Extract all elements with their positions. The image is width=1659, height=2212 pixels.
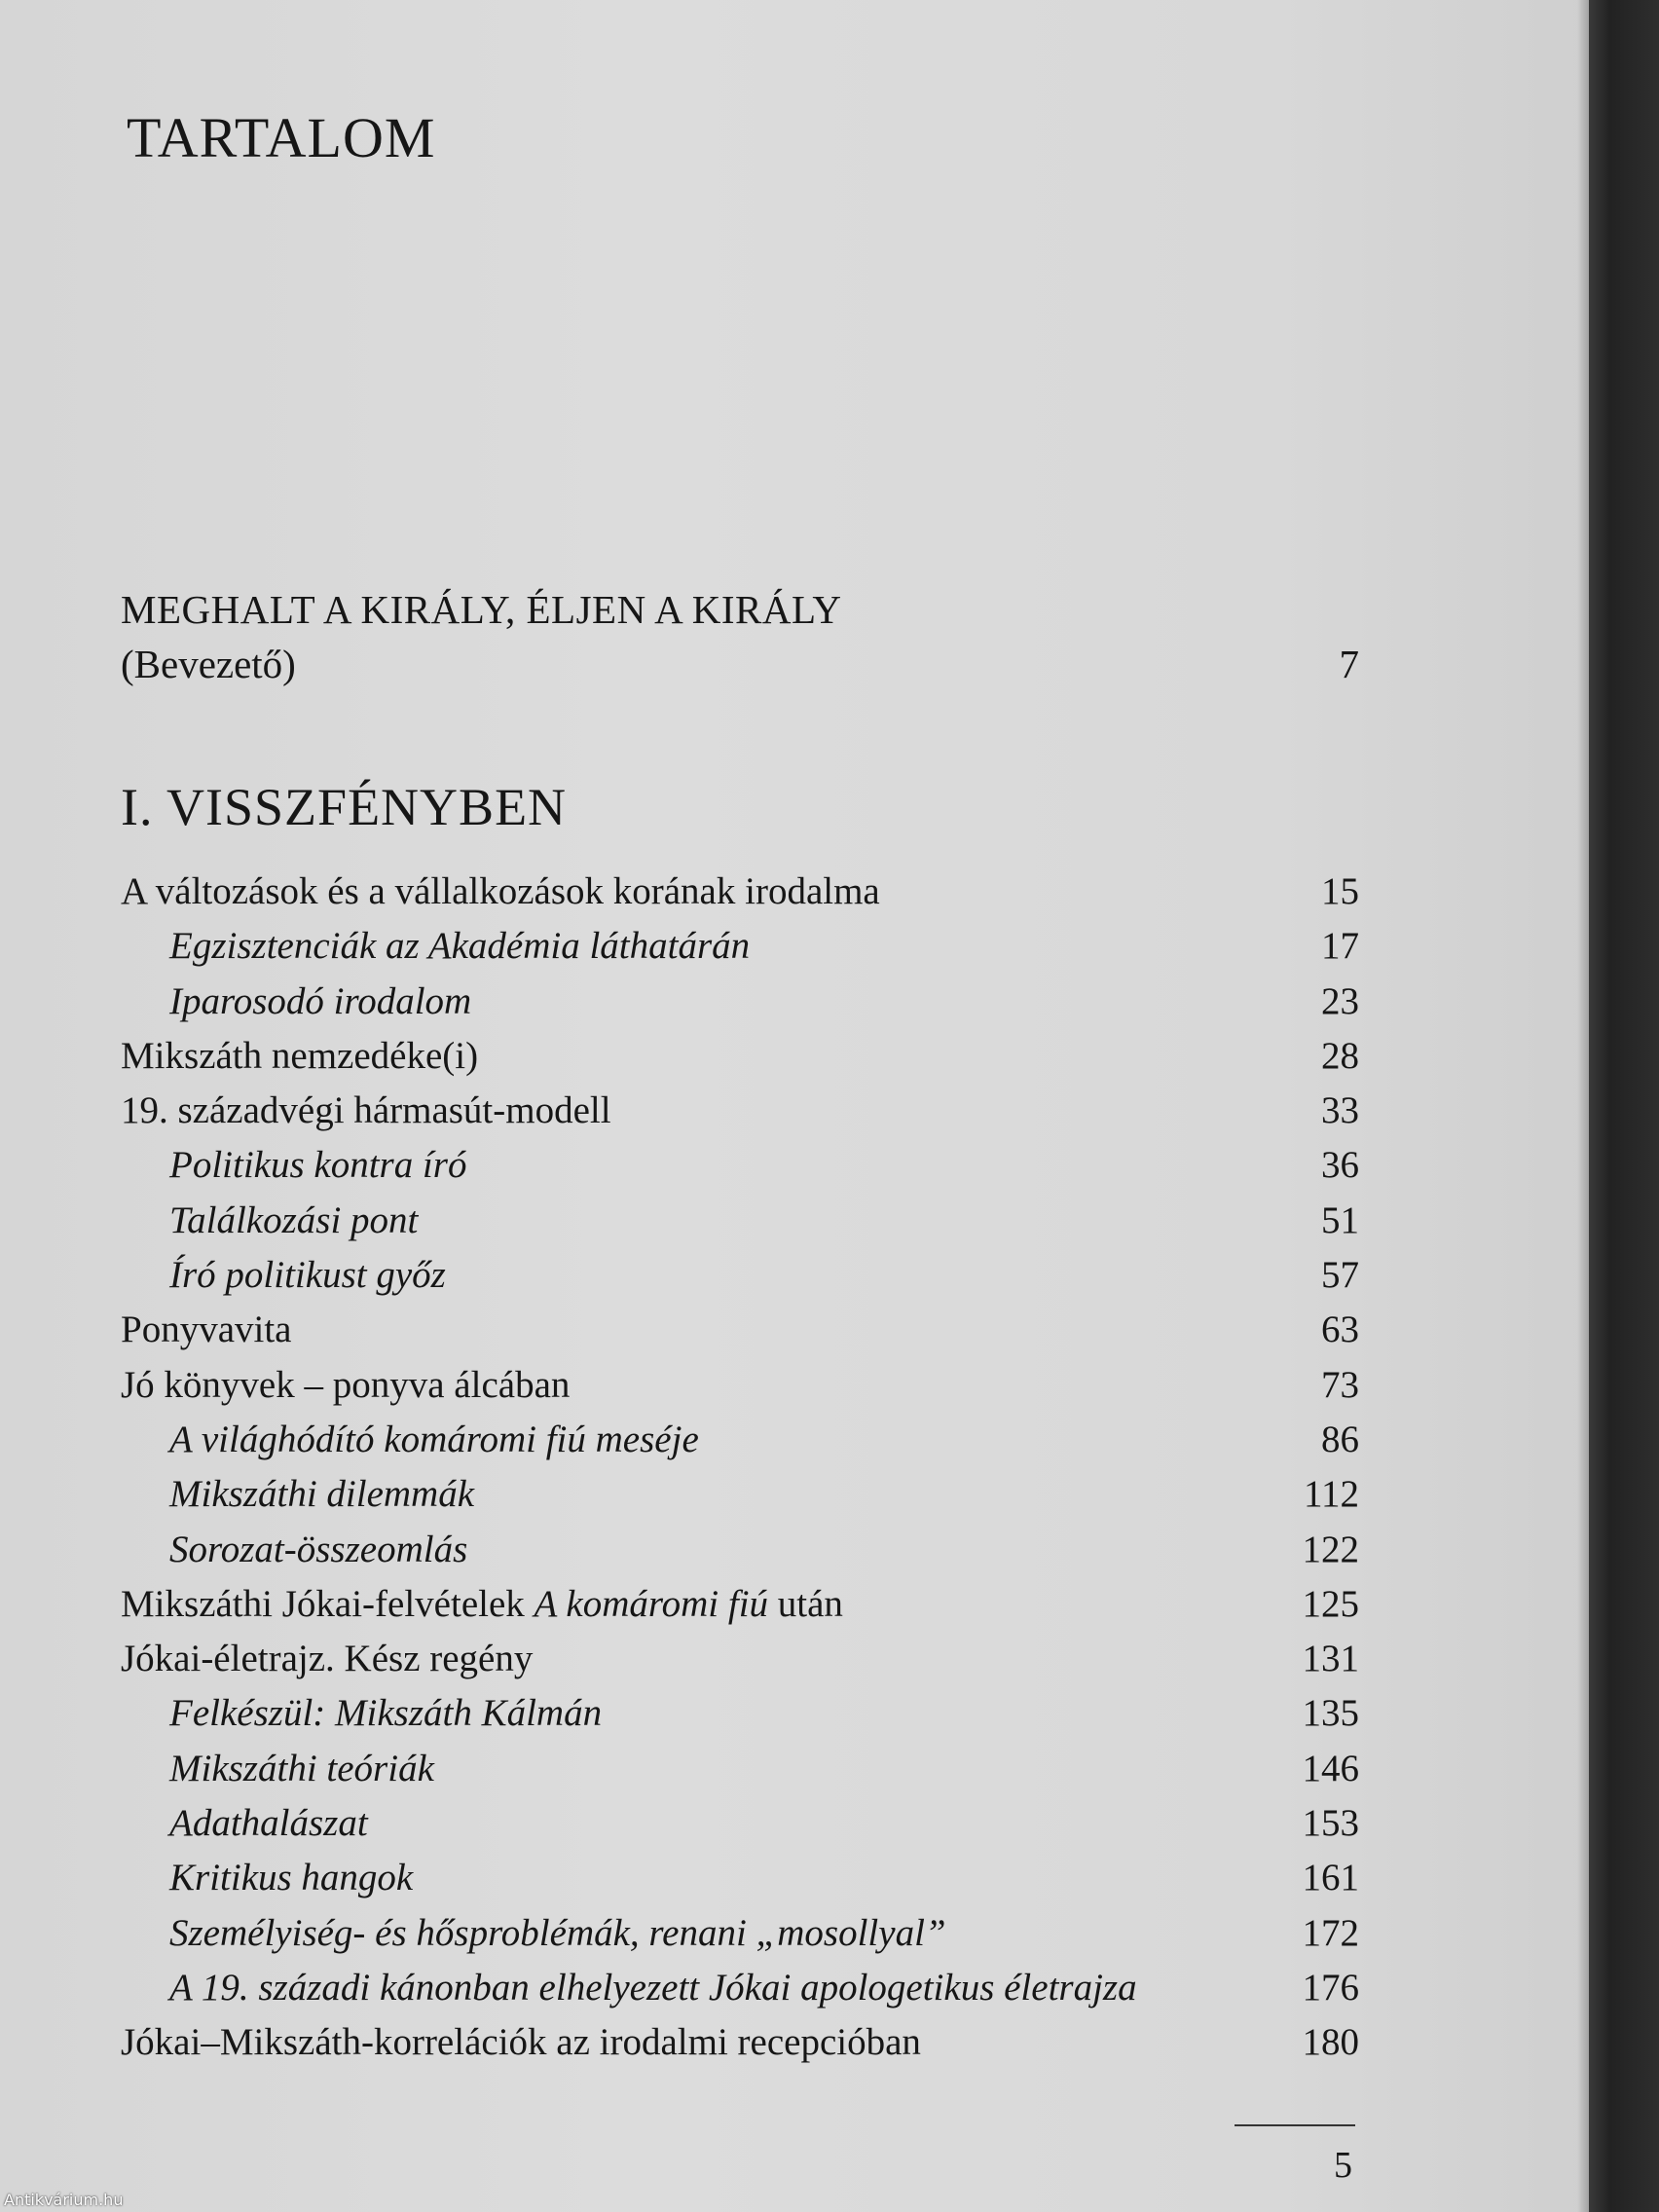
toc-subentry: Adathalászat 153 (121, 1796, 1359, 1851)
toc-entry: A változások és a vállalkozások korának irodalma 15 (121, 865, 1359, 919)
toc-subentry: Egzisztenciák az Akadémia láthatárán 17 (121, 919, 1359, 974)
intro-subtitle: (Bevezető) (121, 642, 296, 686)
page-number: 28 (1321, 1034, 1359, 1077)
page-number: 176 (1302, 1966, 1359, 2009)
watermark: Antikvárium.hu (4, 2191, 124, 2209)
toc-subentry: Felkészül: Mikszáth Kálmán 135 (121, 1686, 1359, 1741)
toc-entry: 19. századvégi hármasút-modell 33 (121, 1084, 1359, 1138)
page-number: 17 (1321, 925, 1359, 968)
page-number: 51 (1321, 1198, 1359, 1241)
toc-title: TARTALOM (127, 106, 436, 169)
toc-entry: Ponyvavita 63 (121, 1303, 1359, 1357)
page-number: 23 (1321, 979, 1359, 1022)
folio-rule (1235, 2124, 1355, 2126)
intro-entry (121, 582, 1359, 691)
page-number: 146 (1302, 1747, 1359, 1789)
toc-subentry: A világhódító komáromi fiú meséje 86 (121, 1413, 1359, 1467)
page-number: 135 (1302, 1692, 1359, 1735)
page-number: 125 (1302, 1582, 1359, 1625)
toc-subentry: A 19. századi kánonban elhelyezett Jókai apologetikus életrajza 176 (121, 1961, 1359, 2015)
toc-entry: Mikszáth nemzedéke(i) 28 (121, 1029, 1359, 1084)
page-number: 112 (1303, 1473, 1359, 1516)
intro-page-number: 7 (1339, 642, 1359, 686)
page-number: 180 (1302, 2021, 1359, 2064)
page-number: 33 (1321, 1089, 1359, 1132)
toc-subentry: Mikszáthi dilemmák 112 (121, 1467, 1359, 1522)
page-number: 73 (1321, 1363, 1359, 1406)
page-number: 131 (1302, 1638, 1359, 1680)
toc-subentry: Sorozat-összeomlás 122 (121, 1523, 1359, 1577)
page-number: 57 (1321, 1254, 1359, 1297)
toc-subentry: Mikszáthi teóriák 146 (121, 1742, 1359, 1796)
toc-subentry: Személyiség- és hősproblémák, renani „mosollyal” 172 (121, 1906, 1359, 1961)
toc-entry: Jókai-életrajz. Kész regény 131 (121, 1632, 1359, 1686)
page-number: 161 (1302, 1857, 1359, 1899)
page-number: 172 (1302, 1911, 1359, 1954)
toc-entry: Mikszáthi Jókai-felvételek A komáromi fiú után 125 (121, 1577, 1359, 1632)
intro-title: MEGHALT A KIRÁLY, ÉLJEN A KIRÁLY (121, 587, 842, 632)
page-number: 15 (1321, 870, 1359, 912)
toc-subentry: Találkozási pont 51 (121, 1194, 1359, 1248)
book-spine (1589, 0, 1659, 2212)
page-number: 63 (1321, 1309, 1359, 1351)
toc-list (121, 865, 1359, 2071)
page-number: 86 (1321, 1418, 1359, 1460)
page-number: 153 (1302, 1802, 1359, 1845)
toc-subentry: Kritikus hangok 161 (121, 1851, 1359, 1905)
toc-entry: Jókai–Mikszáth-korrelációk az irodalmi recepcióban 180 (121, 2015, 1359, 2070)
toc-subentry: Politikus kontra író 36 (121, 1138, 1359, 1193)
page-number: 36 (1321, 1144, 1359, 1187)
toc-subentry: Író politikust győz 57 (121, 1248, 1359, 1303)
page-folio: 5 (1334, 2145, 1352, 2186)
toc-entry: Jó könyvek – ponyva álcában 73 (121, 1358, 1359, 1413)
toc-subentry: Iparosodó irodalom 23 (121, 975, 1359, 1029)
page-number: 122 (1302, 1528, 1359, 1570)
section-title: I. VISSZFÉNYBEN (121, 778, 568, 836)
